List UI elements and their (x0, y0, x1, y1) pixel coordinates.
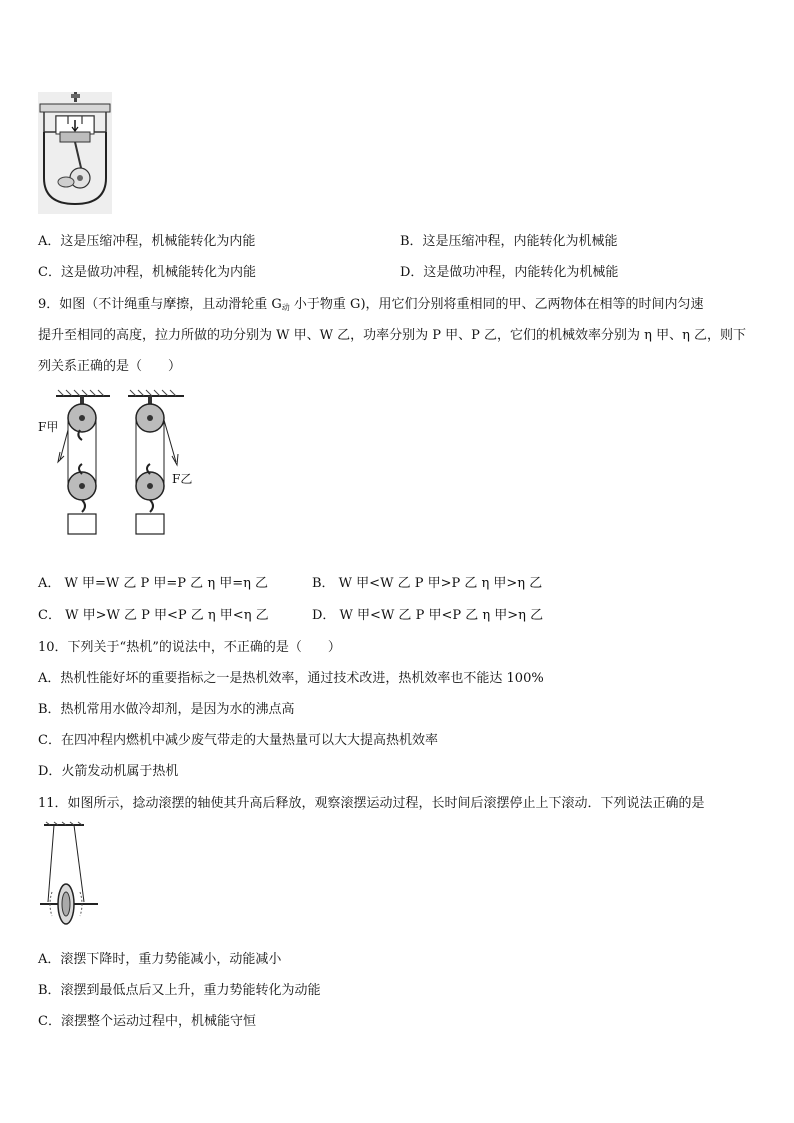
q10-option-d: D．火箭发动机属于热机 (38, 764, 179, 779)
maxwell-pendulum-figure (40, 822, 100, 922)
q11-option-c: C．滚摆整个运动过程中，机械能守恒 (38, 1014, 256, 1029)
q9-line1-sub: 动 (281, 303, 290, 312)
q9-stem-line1 (38, 293, 704, 313)
engine-cylinder-figure (38, 92, 112, 214)
q9-line1-text: 9．如图（不计绳重与摩擦，且动滑轮重 G (38, 297, 282, 312)
q10-option-c: C．在四冲程内燃机中减少废气带走的大量热量可以大大提高热机效率 (38, 733, 438, 748)
pulley-label-f-yi: F乙 (172, 472, 193, 486)
q9-stem-line2: 提升至相同的高度，拉力所做的功分别为 W 甲、W 乙，功率分别为 P 甲、P 乙，它们的机械效率分别为 η 甲、η 乙，则下 (38, 328, 746, 343)
q9-option-b: B． W 甲<W 乙 P 甲>P 乙 η 甲>η 乙 (312, 576, 543, 591)
pulley-label-f-jia: F甲 (38, 420, 59, 434)
q9-option-c: C． W 甲>W 乙 P 甲<P 乙 η 甲<η 乙 (38, 608, 269, 623)
q8-option-a: A．这是压缩冲程，机械能转化为内能 (38, 234, 256, 249)
q11-option-a: A．滚摆下降时，重力势能减小，动能减小 (38, 952, 282, 967)
q10-option-b: B．热机常用水做冷却剂，是因为水的沸点高 (38, 702, 295, 717)
q11-stem: 11．如图所示，捻动滚摆的轴使其升高后释放，观察滚摆运动过程，长时间后滚摆停止上下滚动．下列说法正确的是 (38, 796, 705, 811)
q9-stem-line3: 列关系正确的是（ ） (38, 359, 182, 374)
q10-stem: 10．下列关于“热机”的说法中，不正确的是（ ） (38, 640, 341, 655)
q9-line1-rest: 小于物重 G)，用它们分别将重相同的甲、乙两物体在相等的时间内匀速 (289, 297, 704, 312)
q10-option-a: A．热机性能好坏的重要指标之一是热机效率，通过技术改进，热机效率也不能达 100% (38, 671, 544, 686)
q9-option-d: D． W 甲<W 乙 P 甲<P 乙 η 甲>η 乙 (312, 608, 544, 623)
q8-option-c: C．这是做功冲程，机械能转化为内能 (38, 265, 256, 280)
q11-option-b: B．滚摆到最低点后又上升，重力势能转化为动能 (38, 983, 321, 998)
q8-option-b: B．这是压缩冲程，内能转化为机械能 (400, 234, 618, 249)
q8-option-d: D．这是做功冲程，内能转化为机械能 (400, 265, 619, 280)
q9-option-a: A． W 甲=W 乙 P 甲=P 乙 η 甲=η 乙 (38, 576, 269, 591)
